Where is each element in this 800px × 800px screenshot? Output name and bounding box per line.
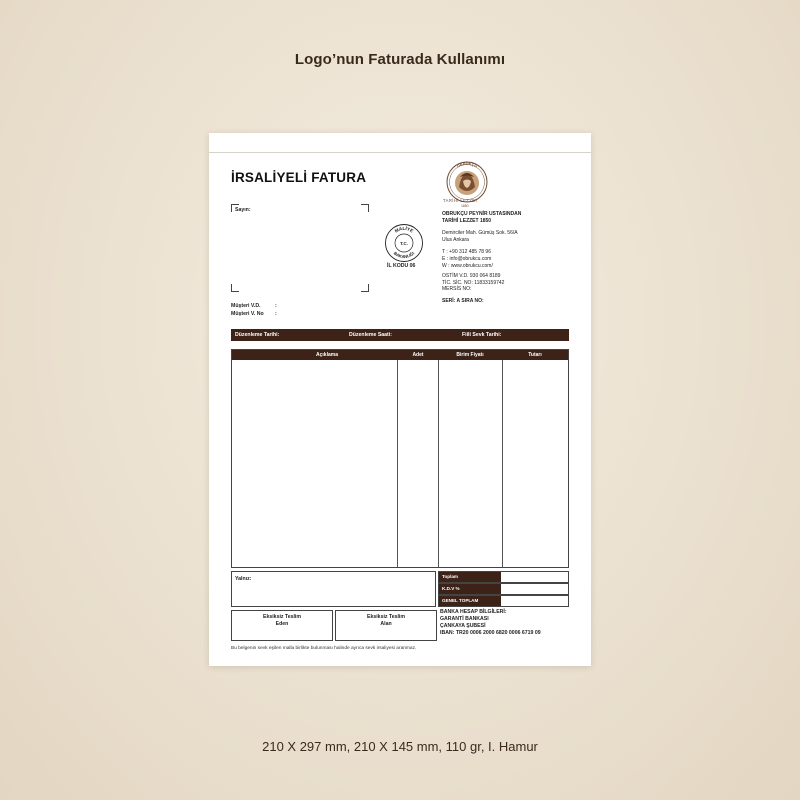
- received-by-box: [335, 610, 437, 641]
- yalniz-box: [231, 571, 436, 607]
- company-name-line1: OBRUKÇU PEYNİR USTASINDAN: [442, 211, 522, 217]
- logo-top-text: OBRUKÇU: [456, 161, 478, 169]
- bank-iban: IBAN: TR20 0006 2000 6820 0006 6719 09: [440, 630, 541, 636]
- company-address-line1: Demirciler Mah. Gümüş Sok. 56/A: [442, 230, 518, 237]
- logo-year: 1850: [461, 204, 469, 208]
- invoice-sheet: [209, 133, 591, 666]
- received-by-line2: Alan: [380, 621, 392, 627]
- delivered-by-box: [231, 610, 333, 641]
- items-table-header: [232, 350, 568, 360]
- items-table: [231, 349, 569, 568]
- seal-center-text: T.C.: [400, 240, 408, 246]
- seal-top-text: MALİYE: [393, 225, 415, 234]
- total-label: Toplam: [439, 572, 501, 582]
- shipment-date-label: Fiili Sevk Tarihi:: [462, 332, 502, 338]
- company-trade-registry: TİC. SİC. NO: 11833159742: [442, 279, 505, 286]
- totals-row: [438, 571, 569, 583]
- column-header-adet: Adet: [412, 352, 424, 358]
- column-divider: [438, 360, 439, 567]
- column-divider: [502, 360, 503, 567]
- yalniz-label: Yalnız:: [235, 576, 252, 582]
- column-header-birim-fiyati: Birim Fiyatı: [456, 352, 484, 358]
- seal-bottom-text: BAKANLIĞI: [392, 250, 416, 260]
- company-phone: T : +90 312 485 78 96: [442, 249, 491, 256]
- page-heading: Logo’nun Faturada Kullanımı: [294, 51, 506, 68]
- bank-title: BANKA HESAP BİLGİLERİ:: [440, 609, 507, 615]
- company-tax-office: OSTİM V.D. 930 064 8189: [442, 273, 501, 280]
- delivered-by-line1: Eksiksiz Teslim: [263, 614, 301, 620]
- company-address-line2: Ulus Ankara: [442, 236, 469, 243]
- musteri-vd-label: Müşteri V.D.: [231, 303, 261, 309]
- address-frame-corner: [361, 204, 369, 212]
- company-name-line2: TARİHİ LEZZET 1850: [442, 217, 492, 224]
- column-divider: [397, 360, 398, 567]
- totals-row: [438, 595, 569, 607]
- date-bar: [231, 329, 569, 341]
- maliye-seal-icon: [384, 223, 424, 263]
- received-by-line1: Eksiksiz Teslim: [367, 614, 405, 620]
- colon: :: [275, 311, 277, 317]
- issue-date-label: Düzenleme Tarihi:: [235, 332, 280, 338]
- address-frame-corner: [231, 284, 239, 292]
- il-kodu-label: İL KODU 06: [387, 263, 416, 269]
- column-header-tutari: Tutarı: [528, 352, 542, 358]
- column-header-aciklama: Açıklama: [316, 352, 338, 358]
- bank-branch: ÇANKAYA ŞUBESİ: [440, 623, 486, 629]
- issue-time-label: Düzenleme Saati:: [349, 332, 392, 338]
- perforation-line: [209, 152, 591, 153]
- musteri-vno-label: Müşteri V. No: [231, 311, 264, 317]
- kdv-label: K.D.V %: [439, 584, 501, 594]
- bank-info: [440, 609, 541, 637]
- company-info: [442, 211, 521, 305]
- delivered-by-line2: Eden: [275, 621, 289, 627]
- address-frame-corner: [361, 284, 369, 292]
- grand-total-label: GENEL TOPLAM: [439, 596, 501, 606]
- footnote: Bu belgenin sevk eşilen malla birlikte bulunması halinde ayrıca sevk irsaliyesi aranmaz.: [231, 646, 417, 651]
- colon: :: [275, 303, 277, 309]
- company-mersis: MERSİS NO:: [442, 286, 472, 293]
- bank-name: GARANTİ BANKASI: [440, 616, 489, 622]
- invoice-title: İRSALİYELİ FATURA: [231, 170, 367, 185]
- sayin-label: Sayın:: [235, 207, 251, 213]
- company-email: E : info@obrukcu.com: [442, 255, 492, 262]
- company-web: W : www.obrukcu.com/: [442, 262, 493, 269]
- totals-row: [438, 583, 569, 595]
- logo-tagline: TARİHİ LEZZET: [443, 198, 479, 203]
- specs-caption: 210 X 297 mm, 210 X 145 mm, 110 gr, I. Hamur: [262, 739, 538, 754]
- serial-number: SERİ: A SIRA NO:: [442, 297, 484, 304]
